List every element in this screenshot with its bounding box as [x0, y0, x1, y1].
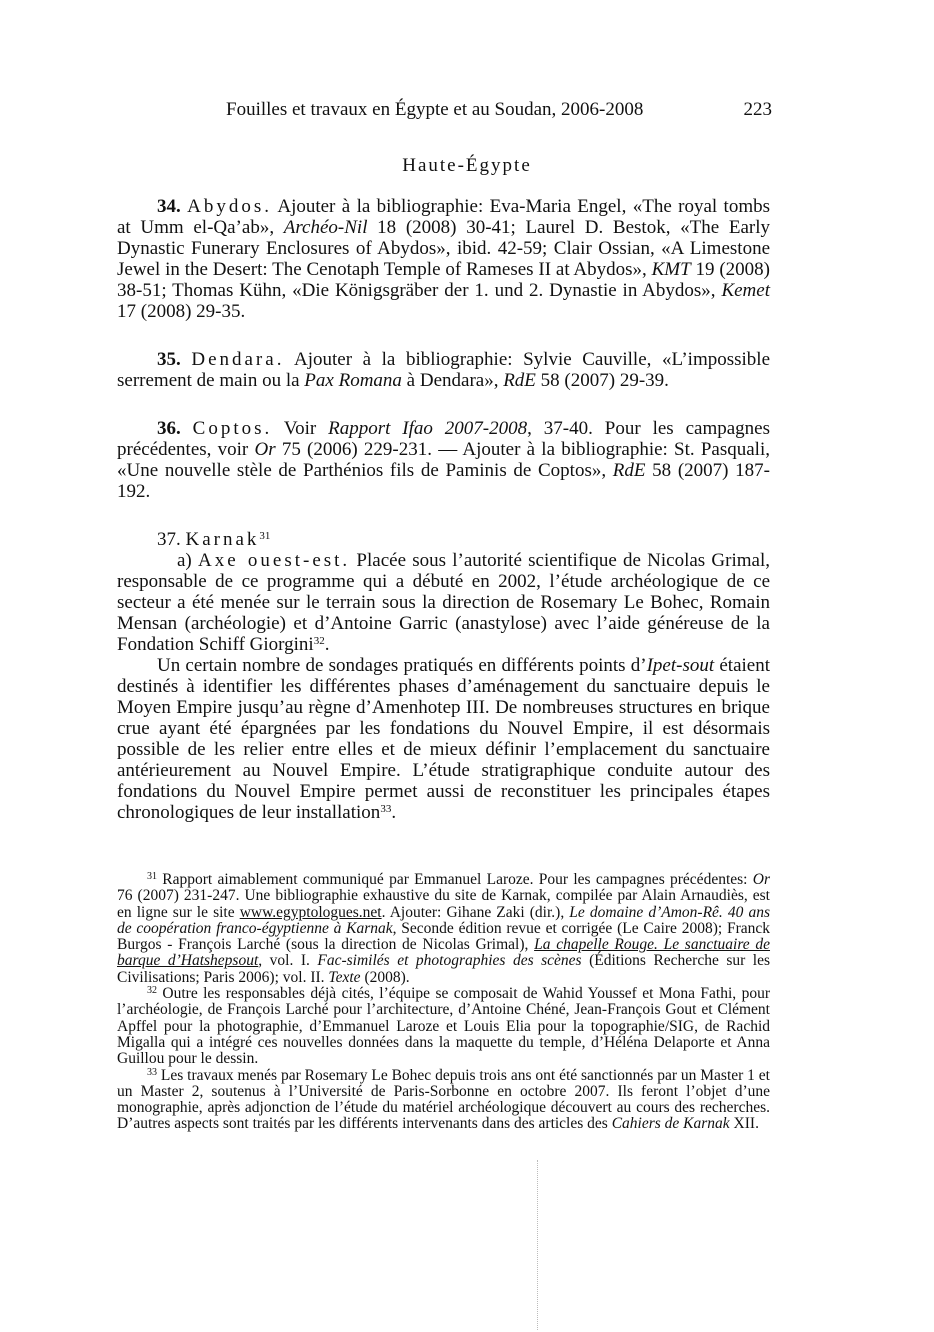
site-name: Abydos.	[187, 196, 273, 217]
work-title: Pax Romana	[304, 370, 402, 391]
entry-number: 36.	[157, 418, 181, 439]
journal-title: RdE	[612, 460, 646, 481]
footnote-text: , vol. I.	[258, 952, 318, 970]
entry-text: 17 (2008) 29-35.	[117, 301, 246, 322]
footnote-text: Les travaux menés par Rosemary Le Bohec depuis trois ans ont été sanctionnés par un Master 1 et un Master 2, soutenus à l’Université de Paris-Sorbonne en octobre 2007. Ils feront l’objet d’une monographie, après adjonction de l’étude du matériel archéologique découvert au cours des recherches. D’autres aspects sont traités par les différents intervenants dans des articles des	[117, 1066, 770, 1133]
entry-abydos	[117, 196, 770, 322]
entry-text: , 37-40. Pour les campagnes précédentes, voir	[117, 418, 770, 460]
site-name: Coptos.	[192, 418, 273, 439]
subsection-a	[117, 550, 770, 655]
footnotes	[117, 872, 770, 1133]
footnote-number: 32	[147, 985, 157, 997]
footnote-32	[117, 986, 770, 1067]
footnote-text: Rapport aimablement communiqué par Emmanuel Laroze. Pour les campagnes précédentes:	[157, 871, 753, 888]
footnote-ref: 33	[380, 803, 392, 815]
entry-dendara	[117, 349, 770, 391]
entry-karnak	[117, 529, 770, 823]
page-number: 223	[743, 99, 772, 120]
paragraph-text: Un certain nombre de sondages pratiqués en différents points d’	[157, 655, 647, 676]
place-name: Ipet-sout	[646, 655, 715, 676]
journal-title: Or	[752, 871, 770, 888]
entry-text: 58 (2007) 29-39.	[535, 370, 669, 391]
main-text	[117, 196, 770, 823]
footnote-text: XII.	[729, 1115, 759, 1133]
paragraph	[117, 655, 770, 823]
entry-heading	[117, 529, 770, 550]
entry-text: 75 (2006) 229-231. — Ajouter à la bibliographie: St. Pasquali, «Une nouvelle stèle de Parthénios fils de Paminis de Coptos»,	[117, 439, 770, 481]
entry-text: Ajouter à la bibliographie: Eva-Maria Engel, «The royal tombs at Umm el-Qa’ab»,	[117, 196, 771, 238]
journal-title: Cahiers de Karnak	[611, 1115, 730, 1133]
footnote-33	[117, 1068, 770, 1133]
entry-number: 34.	[157, 196, 181, 217]
site-name: Karnak	[185, 529, 260, 550]
journal-title: Kemet	[721, 280, 770, 301]
footnote-text: (Éditions Recherche sur les Civilisations; Paris 2006); vol. II.	[117, 952, 771, 986]
entry-text: 19 (2008) 38-51; Thomas Kühn, «Die Königsgräber der 1. und 2. Dynastie in Abydos»,	[117, 259, 771, 301]
footnote-text: (2008).	[360, 968, 410, 986]
entry-text: 58 (2007) 187-192.	[117, 460, 771, 502]
section-title: Haute-Égypte	[402, 155, 532, 176]
footnote-number: 31	[147, 871, 157, 882]
website-link[interactable]: www.egyptologues.net	[239, 903, 382, 921]
book-title: La chapelle Rouge. Le sanctuaire de barque d’Hatshepsout	[117, 936, 771, 970]
book-title: Texte	[328, 968, 361, 986]
footnote-ref: 32	[313, 635, 325, 647]
journal-title: Archéo-Nil	[283, 217, 368, 238]
entry-number: 35.	[157, 349, 181, 370]
paragraph-text: .	[391, 802, 397, 823]
footnote-number: 33	[147, 1066, 157, 1078]
footnote-text: , Seconde édition revue et corrigée (Le Caire 2008); Franck Burgos - François Larché (sous la direction de Nicolas Grimal),	[117, 919, 770, 954]
footnote-31	[117, 872, 770, 986]
footnote-text: Outre les responsables déjà cités, l’équipe se composait de Wahid Youssef et Mona Fathi, pour l’archéologie, de François Larché pour l’architecture, d’Antoine Chéné, Jean-François Gout et Clément Apffel pour la photographie, d’Emmanuel Laroze et Louis Elia pour la topographie/SIG, de Rachid Migalla qui a intégré ces nouvelles données dans la maquette du temple, d’Héléna Delaporte et Anna Guillou pour le dessin.	[117, 985, 770, 1068]
journal-title: KMT	[651, 259, 691, 280]
subsection-title: Axe ouest-est.	[198, 550, 351, 571]
site-name: Dendara.	[191, 349, 285, 370]
footnote-ref: 31	[259, 530, 271, 542]
report-title: Rapport Ifao 2007-2008	[328, 418, 528, 439]
entry-coptos	[117, 418, 770, 502]
journal-title: Or	[254, 439, 276, 460]
scan-margin-line	[537, 1160, 538, 1330]
entry-text: 18 (2008) 30-41; Laurel D. Bestok, «The Early Dynastic Funerary Enclosures of Abydos», ibid. 42-59; Clair Ossian, «A Limestone Jewel in the Desert: The Cenotaph Temple of Rameses II at Abydos»,	[117, 217, 770, 280]
entry-text: Voir	[272, 418, 329, 439]
journal-title: RdE	[503, 370, 536, 391]
paragraph-text: étaient destinés à identifier les différentes phases d’aménagement du sanctuaire depuis le Moyen Empire jusqu’au règne d’Amenhotep III. De nombreuses structures en brique crue ayant été épargnées par les fondations du Nouvel Empire, il est désormais possible de les relier entre elles et de mieux définir l’emplacement du sanctuaire antérieurement au Nouvel Empire. L’étude stratigraphique conduite autour des fondations du Nouvel Empire permet aussi de reconstituer les principales étapes chronologiques de leur installation	[117, 655, 770, 823]
subsection-label: a)	[177, 550, 198, 571]
entry-text: Ajouter à la bibliographie: Sylvie Cauville, «L’impossible serrement de main ou la	[117, 349, 770, 391]
paragraph-text: .	[324, 634, 330, 655]
footnote-text: 76 (2007) 231-247. Une bibliographie exhaustive du site de Karnak, compilée par Alain Arnaudiès, est en ligne sur le site	[117, 887, 770, 921]
footnote-text: . Ajouter: Gihane Zaki (dir.),	[381, 903, 570, 921]
entry-number: 37.	[157, 529, 181, 550]
book-title: Fac-similés et photographies des scènes	[317, 952, 582, 970]
book-title: Le domaine d’Amon-Rê. 40 ans de coopération franco-égyptienne à Karnak	[117, 903, 770, 937]
running-title: Fouilles et travaux en Égypte et au Soudan, 2006-2008	[226, 99, 644, 120]
paragraph-text: Placée sous l’autorité scientifique de Nicolas Grimal, responsable de ce programme qui a débuté en 2002, l’étude archéologique de ce secteur a été menée sur le terrain sous la direction de Rosemary Le Bohec, Romain Mensan (archéologie) et d’Antoine Garric (anastylose) avec l’aide généreuse de la Fondation Schiff Giorgini	[117, 550, 770, 655]
entry-text: à Dendara»,	[401, 370, 504, 391]
